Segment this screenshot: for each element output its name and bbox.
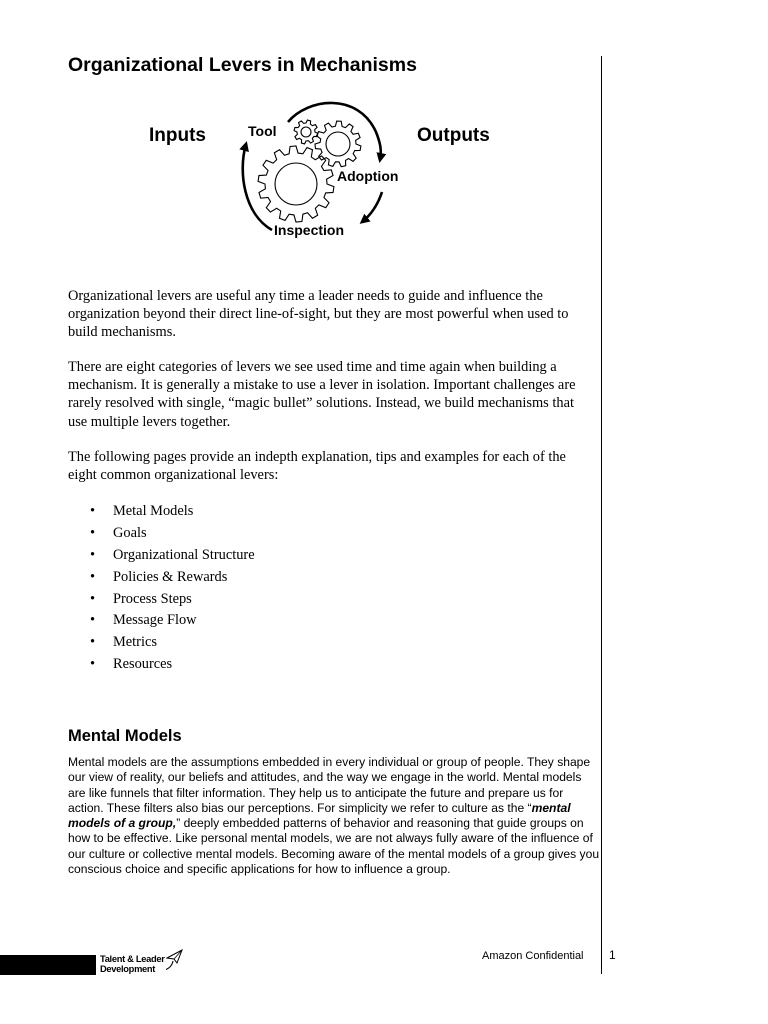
list-item-label: Metrics [113,634,157,651]
mental-models-emphasis: mental models of a group, [68,800,571,831]
diagram-outputs-label: Outputs [417,125,490,146]
bullet: • [90,568,96,585]
page-title: Organizational Levers in Mechanisms [68,54,417,76]
bullet: • [90,546,96,563]
talent-leader-logo [100,949,184,977]
mental-models-text-end: ” deeply embedded patterns of behavior and reasoning that guide groups on how to be effective. Like personal mental models, we are not always fully aware of the influence of our culture or collective mental models. Becoming aware of the mental models of a group gives you conscious choice and specific applications for how to influence a group. [68,816,600,877]
list-item-label: Policies & Rewards [113,568,228,585]
intro-paragraph: Organizational levers are useful any time a leader needs to guide and influence the organization beyond their direct line-of-sight, but they are most powerful when used to build mechanisms. [68,288,569,341]
list-item [90,545,255,567]
diagram-adoption-label: Adoption [337,168,399,184]
lever-list [90,501,255,676]
gear-shape [258,146,334,222]
mental-models-paragraph [68,755,600,877]
bullet: • [90,634,96,651]
list-item [90,610,255,632]
list-item-label: Metal Models [113,503,194,519]
list-item-label: Organizational Structure [113,546,255,563]
cycle-arrow-top [288,103,381,160]
gear-hole [301,127,311,137]
footer-bar [0,955,96,975]
list-item [90,589,255,611]
diagram-inspection-label: Inspection [274,222,345,238]
list-item [90,632,255,654]
gears-cycle-icon [230,92,420,242]
logo-line-2: Development [100,964,156,974]
following-pages-paragraph: The following pages provide an indepth explanation, tips and examples for each of the eight common organizational levers: [68,449,566,484]
logo-line-1: Talent & Leader [100,954,165,964]
diagram-tool-label: Tool [248,123,277,139]
list-item [90,501,255,523]
gear-shape [315,121,361,167]
bullet: • [90,612,96,629]
list-item-label: Process Steps [113,590,192,607]
gear-hole [326,132,350,156]
confidential-label: Amazon Confidential [482,950,584,962]
margin-rule [601,56,602,974]
list-item-label: Goals [113,524,147,541]
list-item [90,523,255,545]
list-item-label: Resources [113,656,173,673]
page-number: 1 [609,948,616,962]
cycle-arrow-bottom-right [362,192,382,222]
bullet: • [90,656,96,673]
gear-shape [294,120,318,144]
paper-plane-icon [166,949,184,975]
list-item [90,567,255,589]
mental-models-text: Mental models are the assumptions embedded in every individual or group of people. They shape our view of reality, our beliefs and attitudes, and the way we engage in the world. Mental models are like funnels that filter information. They help us to anticipate the future and prepare us for action. These filters also bias our perceptions. For simplicity we refer to culture as the “ [68,755,591,815]
mental-models-heading: Mental Models [68,727,182,745]
list-item [90,654,255,676]
bullet: • [90,524,96,541]
bullet: • [90,590,96,607]
cycle-arrow-left [243,144,272,230]
categories-paragraph: There are eight categories of levers we see used time and time again when building a mechanism. It is generally a mistake to use a lever in isolation. Important challenges are rarely resolved with single, “magic bullet” solutions. Instead, we build mechanisms that use multiple levers together. [68,359,576,430]
bullet: • [90,503,96,519]
gear-hole [275,163,317,205]
list-item-label: Message Flow [113,612,197,629]
diagram-inputs-label: Inputs [149,125,206,146]
